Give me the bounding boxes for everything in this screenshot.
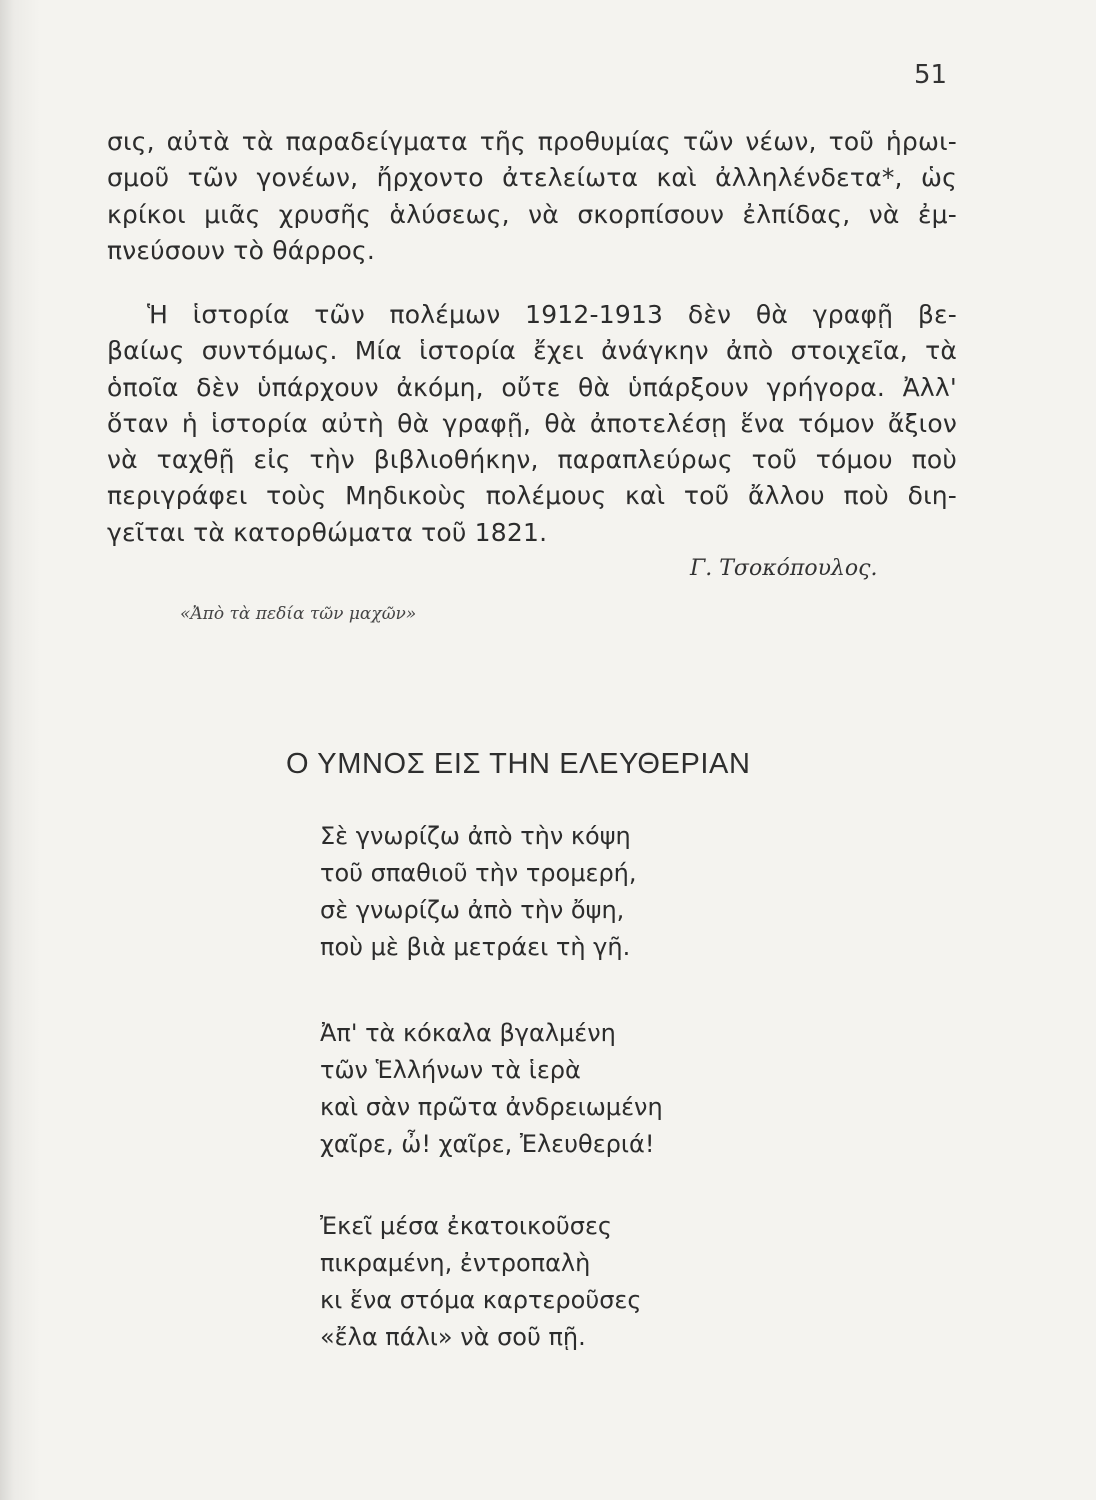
poem-line: Σὲ γνωρίζω ἀπὸ τὴν κόψη xyxy=(320,822,631,850)
poem-title: Ο ΥΜΝΟΣ ΕΙΣ ΤΗΝ ΕΛΕΥΘΕΡΙΑΝ xyxy=(286,748,751,780)
source-citation: «Ἀπὸ τὰ πεδία τῶν μαχῶν» xyxy=(180,604,417,624)
paragraph-line: κρίκοι μιᾶς χρυσῆς ἁλύσεως, νὰ σκορπίσουν ἐλπίδας, νὰ ἐμ- xyxy=(107,199,957,229)
poem-line: τοῦ σπαθιοῦ τὴν τρομερή, xyxy=(320,859,637,887)
page-number: 51 xyxy=(914,60,948,90)
poem-line: πικραμένη, ἐντροπαλὴ xyxy=(320,1249,591,1277)
paragraph-line: Ἡ ἱστορία τῶν πολέμων 1912-1913 δὲν θὰ γραφῇ βε- xyxy=(147,300,957,329)
poem-line: Ἐκεῖ μέσα ἐκατοικοῦσες xyxy=(320,1212,613,1240)
poem-stanza-2 xyxy=(320,1015,663,1163)
poem-line: ποὺ μὲ βιὰ μετράει τὴ γῆ. xyxy=(320,933,631,961)
paragraph-line: σις, αὐτὰ τὰ παραδείγματα τῆς προθυμίας τῶν νέων, τοῦ ἡρωι- xyxy=(107,127,957,156)
poem-stanza-1 xyxy=(320,818,637,966)
paragraph-line: ὁποῖα δὲν ὑπάρχουν ἀκόμη, οὔτε θὰ ὑπάρξουν γρήγορα. Ἀλλ' xyxy=(107,372,957,402)
author-signature: Γ. Τσοκόπουλος. xyxy=(690,556,878,581)
paragraph-line: ὅταν ἡ ἱστορία αὐτὴ θὰ γραφῇ, θὰ ἀποτελέσῃ ἕνα τόμον ἄξιον xyxy=(107,408,957,438)
paragraph-2 xyxy=(107,297,957,551)
poem-line: σὲ γνωρίζω ἀπὸ τὴν ὄψη, xyxy=(320,896,625,924)
paragraph-line: βαίως συντόμως. Μία ἱστορία ἔχει ἀνάγκην ἀπὸ στοιχεῖα, τὰ xyxy=(107,336,957,366)
paragraph-line: πνεύσουν τὸ θάρρος. xyxy=(107,235,376,265)
poem-stanza-3 xyxy=(320,1208,641,1356)
paragraph-line: νὰ ταχθῇ εἰς τὴν βιβλιοθήκην, παραπλεύρως τοῦ τόμου ποὺ xyxy=(107,445,957,475)
paragraph-line: σμοῦ τῶν γονέων, ἤρχοντο ἀτελείωτα καὶ ἀλληλένδετα*, ὡς xyxy=(107,163,957,193)
poem-line: κι ἕνα στόμα καρτεροῦσες xyxy=(320,1286,642,1314)
poem-line: καὶ σὰν πρῶτα ἀνδρειωμένη xyxy=(320,1093,663,1121)
paragraph-line: γεῖται τὰ κατορθώματα τοῦ 1821. xyxy=(107,517,548,547)
paragraph-line: περιγράφει τοὺς Μηδικοὺς πολέμους καὶ τοῦ ἄλλου ποὺ διη- xyxy=(107,481,957,511)
poem-line: «ἔλα πάλι» νὰ σοῦ πῇ. xyxy=(320,1323,586,1351)
poem-line: τῶν Ἑλλήνων τὰ ἱερὰ xyxy=(320,1056,581,1084)
poem-line: χαῖρε, ὦ! χαῖρε, Ἐλευθεριά! xyxy=(320,1130,655,1158)
poem-line: Ἀπ' τὰ κόκαλα βγαλμένη xyxy=(320,1019,616,1047)
paragraph-1 xyxy=(107,124,957,269)
